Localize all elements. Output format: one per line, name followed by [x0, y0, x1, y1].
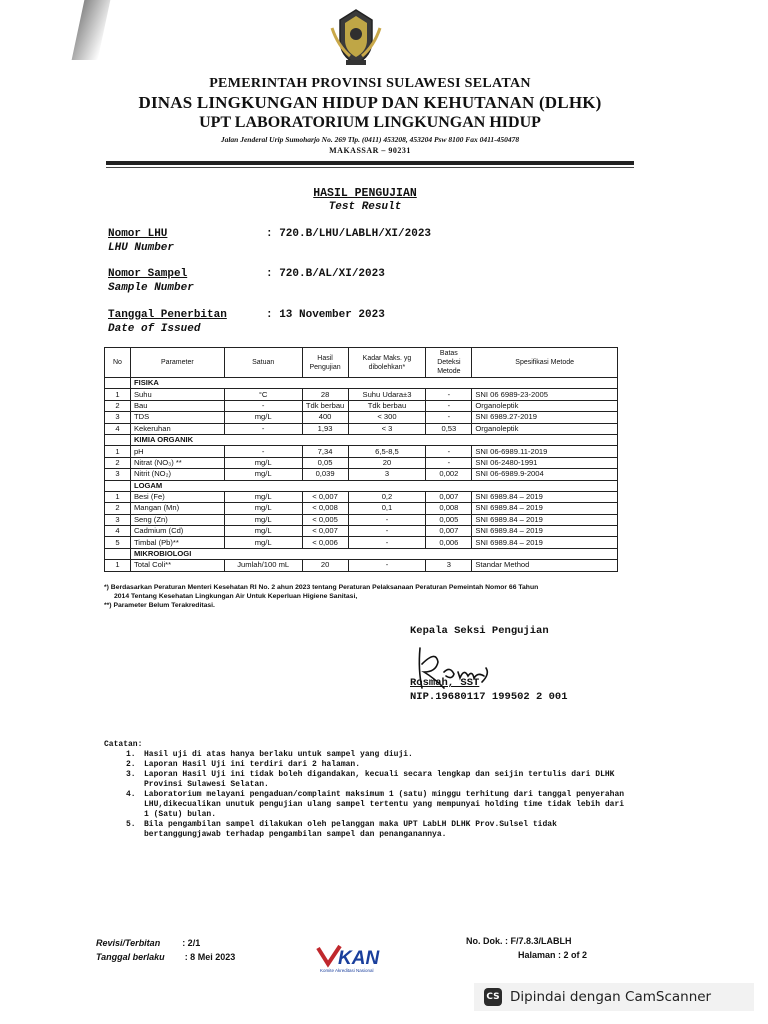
signature-role: Kepala Seksi Pengujian: [410, 625, 549, 637]
table-group-label: MIKROBIOLOGI: [130, 548, 617, 559]
table-cell: Cadmium (Cd): [130, 526, 224, 537]
catatan-item-text: Laporan Hasil Uji ini tidak boleh digandakan, kecuali secara lengkap dan seijin tertulis dari DLHK Provinsi Sulawesi Selatan.: [144, 770, 615, 789]
table-group-label: KIMIA ORGANIK: [130, 434, 617, 445]
table-cell: Organoleptik: [472, 423, 618, 434]
document-title: [300, 187, 430, 213]
table-cell: 1: [105, 491, 131, 502]
table-cell: Suhu: [130, 389, 224, 400]
catatan-item: [126, 790, 632, 820]
table-header-cell: Parameter: [130, 348, 224, 378]
letterhead-line-3: UPT LABORATORIUM LINGKUNGAN HIDUP: [199, 114, 541, 131]
handwritten-signature-icon: [410, 642, 500, 694]
table-cell: -: [224, 446, 302, 457]
table-row: [105, 526, 618, 537]
table-cell: 4: [105, 423, 131, 434]
table-group-row: [105, 378, 618, 389]
table-group-label: LOGAM: [130, 480, 617, 491]
signature-name: Rosmah, SST: [410, 677, 480, 689]
table-cell: -: [224, 400, 302, 411]
letterhead-address: Jalan Jenderal Urip Sumoharjo No. 269 Tlp. (0411) 453208, 453204 Psw 8100 Fax 0411-450478: [220, 135, 520, 144]
title-main: HASIL PENGUJIAN: [313, 187, 417, 200]
table-cell: < 0,005: [302, 514, 348, 525]
table-header-cell: Hasil Pengujian: [302, 348, 348, 378]
title-sub: Test Result: [328, 201, 402, 213]
table-row: [105, 446, 618, 457]
table-row: [105, 457, 618, 468]
table-row: [105, 537, 618, 548]
table-cell: TDS: [130, 412, 224, 423]
table-cell: [105, 434, 131, 445]
table-cell: mg/L: [224, 526, 302, 537]
table-cell: 3: [105, 514, 131, 525]
catatan-item-number: 4.: [126, 790, 136, 799]
table-cell: 0,002: [426, 469, 472, 480]
table-cell: 1: [105, 389, 131, 400]
table-row: [105, 491, 618, 502]
table-cell: -: [348, 514, 426, 525]
table-row: [105, 514, 618, 525]
table-cell: mg/L: [224, 514, 302, 525]
table-header-row: [105, 348, 618, 378]
table-cell: 1,93: [302, 423, 348, 434]
meta-lhu: [108, 228, 174, 254]
table-cell: SNI 6989.84 – 2019: [472, 537, 618, 548]
table-cell: mg/L: [224, 491, 302, 502]
province-emblem-icon: [328, 6, 384, 68]
table-header-cell: Batas Deteksi Metode: [426, 348, 472, 378]
table-cell: 28: [302, 389, 348, 400]
table-cell: 20: [302, 560, 348, 571]
table-cell: mg/L: [224, 469, 302, 480]
table-cell: 0,05: [302, 457, 348, 468]
table-cell: [105, 480, 131, 491]
table-cell: Tdk berbau: [302, 400, 348, 411]
letterhead-city: MAKASSAR – 90231: [329, 146, 411, 155]
table-cell: Mangan (Mn): [130, 503, 224, 514]
tanggal-berlaku-label: Tanggal berlaku: [96, 952, 165, 962]
table-cell: < 300: [348, 412, 426, 423]
catatan-item: [126, 820, 632, 840]
table-cell: 7,34: [302, 446, 348, 457]
table-cell: < 3: [348, 423, 426, 434]
meta-lhu-label: Nomor LHU: [108, 228, 168, 240]
table-cell: pH: [130, 446, 224, 457]
meta-tanggal-sub: Date of Issued: [108, 323, 201, 335]
page-number: Halaman : 2 of 2: [518, 950, 588, 960]
table-cell: 2: [105, 503, 131, 514]
table-cell: 3: [105, 469, 131, 480]
table-cell: SNI 6989.84 – 2019: [472, 491, 618, 502]
table-cell: -: [348, 537, 426, 548]
catatan-item-number: 5.: [126, 820, 136, 829]
table-cell: Seng (Zn): [130, 514, 224, 525]
table-cell: -: [426, 400, 472, 411]
table-cell: < 0,006: [302, 537, 348, 548]
table-footnotes: [104, 583, 624, 610]
letterhead: [100, 76, 640, 155]
table-cell: SNI 6989.84 – 2019: [472, 503, 618, 514]
catatan-list: [126, 750, 632, 840]
table-cell: 0,005: [426, 514, 472, 525]
table-cell: -: [348, 526, 426, 537]
scan-edge-shadow: [72, 0, 111, 60]
tanggal-berlaku-value: : 8 Mei 2023: [184, 952, 236, 962]
table-cell: Tdk berbau: [348, 400, 426, 411]
table-cell: 5: [105, 537, 131, 548]
table-cell: < 0,008: [302, 503, 348, 514]
table-cell: mg/L: [224, 503, 302, 514]
table-cell: 3: [105, 412, 131, 423]
catatan-item-text: Laboratorium melayani pengaduan/complaint maksimum 1 (satu) minggu terhitung dari tanggal penyerahan LHU,dikecualikan unutuk pengujian ulang sampel tertentu yang mempunyai holding time tidak lebih dari 1 (Satu) bulan.: [144, 790, 625, 819]
table-group-label: FISIKA: [130, 378, 617, 389]
signature-nip: NIP.19680117 199502 2 001: [410, 691, 568, 703]
table-header-cell: Kadar Maks. yg dibolehkan*: [348, 348, 426, 378]
table-cell: SNI 06-6989.9-2004: [472, 469, 618, 480]
footnote-1: *) Berdasarkan Peraturan Menteri Kesehatan RI No. 2 ahun 2023 tentang Peraturan Pelaksanaan Peraturan Pemeintah Nomor 66 Tahun: [104, 584, 539, 591]
results-table: [104, 347, 618, 572]
table-cell: Suhu Udara±3: [348, 389, 426, 400]
meta-lhu-value: : 720.B/LHU/LABLH/XI/2023: [266, 228, 432, 240]
table-cell: Jumlah/100 mL: [224, 560, 302, 571]
footnote-2: **) Parameter Belum Terakreditasi.: [104, 602, 215, 609]
table-cell: SNI 6989.27-2019: [472, 412, 618, 423]
letterhead-line-2: DINAS LINGKUNGAN HIDUP DAN KEHUTANAN (DLHK): [138, 93, 602, 112]
kan-accreditation-logo: [316, 944, 408, 974]
footer-document-info: [466, 934, 587, 962]
table-header-cell: Satuan: [224, 348, 302, 378]
table-cell: 0,2: [348, 491, 426, 502]
camscanner-watermark: [474, 983, 754, 1011]
letterhead-rule-thin: [106, 167, 634, 168]
table-group-row: [105, 434, 618, 445]
table-cell: 400: [302, 412, 348, 423]
meta-sampel-value: : 720.B/AL/XI/2023: [266, 268, 385, 280]
table-row: [105, 412, 618, 423]
meta-tanggal-label: Tanggal Penerbitan: [108, 309, 227, 321]
table-cell: 2: [105, 457, 131, 468]
table-cell: SNI 6989.84 – 2019: [472, 526, 618, 537]
revisi-label: Revisi/Terbitan: [96, 938, 161, 948]
table-cell: 1: [105, 446, 131, 457]
table-row: [105, 389, 618, 400]
table-cell: 6,5-8,5: [348, 446, 426, 457]
catatan-item: [126, 770, 632, 790]
meta-sampel: [108, 268, 194, 294]
table-cell: 0,007: [426, 491, 472, 502]
table-row: [105, 560, 618, 571]
catatan-label: Catatan:: [104, 740, 143, 749]
footnote-1-cont: 2014 Tentang Kesehatan Lingkungan Air Untuk Keperluan Higiene Sanitasi,: [114, 593, 358, 600]
footer-revision: [96, 936, 235, 964]
table-cell: 2: [105, 400, 131, 411]
table-cell: mg/L: [224, 412, 302, 423]
table-cell: 0,008: [426, 503, 472, 514]
table-cell: SNI 6989.84 – 2019: [472, 514, 618, 525]
catatan-item-text: Laporan Hasil Uji ini terdiri dari 2 halaman.: [144, 760, 361, 769]
table-cell: 0,53: [426, 423, 472, 434]
table-cell: mg/L: [224, 537, 302, 548]
table-cell: Nitrat (NO₃) **: [130, 457, 224, 468]
table-cell: 3: [348, 469, 426, 480]
table-cell: 0,039: [302, 469, 348, 480]
table-cell: Standar Method: [472, 560, 618, 571]
table-cell: Nitrit (NO₂): [130, 469, 224, 480]
table-cell: Total Coli**: [130, 560, 224, 571]
revisi-value: : 2/1: [182, 938, 201, 948]
table-cell: -: [426, 446, 472, 457]
table-cell: 3: [426, 560, 472, 571]
table-row: [105, 469, 618, 480]
table-cell: 0,1: [348, 503, 426, 514]
letterhead-line-1: PEMERINTAH PROVINSI SULAWESI SELATAN: [209, 76, 531, 91]
meta-sampel-label: Nomor Sampel: [108, 268, 188, 280]
table-cell: 0,006: [426, 537, 472, 548]
table-row: [105, 423, 618, 434]
table-row: [105, 503, 618, 514]
document-number: No. Dok. : F/7.8.3/LABLH: [466, 936, 572, 946]
table-group-row: [105, 548, 618, 559]
camscanner-text: Dipindai dengan CamScanner: [510, 989, 712, 1005]
table-header-cell: No: [105, 348, 131, 378]
meta-tanggal: [108, 309, 227, 335]
catatan-item-number: 1.: [126, 750, 136, 759]
table-cell: °C: [224, 389, 302, 400]
catatan-item-number: 2.: [126, 760, 136, 769]
table-cell: [105, 548, 131, 559]
catatan-item: [126, 750, 632, 760]
catatan-item-text: Hasil uji di atas hanya berlaku untuk sampel yang diuji.: [144, 750, 413, 759]
table-cell: 0,007: [426, 526, 472, 537]
catatan-item-text: Bila pengambilan sampel dilakukan oleh pelanggan maka UPT LabLH DLHK Prov.Sulsel tidak bertanggungjawab terhadap pengambilan sampel dan penanganannya.: [144, 820, 557, 839]
table-cell: Kekeruhan: [130, 423, 224, 434]
camscanner-logo-icon: CS: [484, 988, 502, 1006]
table-cell: SNI 06-6989.11-2019: [472, 446, 618, 457]
table-cell: [105, 378, 131, 389]
kan-logo-text: KAN: [338, 948, 380, 969]
meta-tanggal-value: : 13 November 2023: [266, 309, 385, 321]
table-cell: 1: [105, 560, 131, 571]
kan-logo-subtext: Komite Akreditasi Nasional: [320, 968, 374, 973]
catatan-item: [126, 760, 632, 770]
table-cell: Timbal (Pb)**: [130, 537, 224, 548]
meta-sampel-sub: Sample Number: [108, 282, 194, 294]
table-cell: -: [224, 423, 302, 434]
table-cell: SNI 06 6989-23-2005: [472, 389, 618, 400]
table-cell: < 0,007: [302, 491, 348, 502]
table-cell: Besi (Fe): [130, 491, 224, 502]
table-cell: -: [426, 389, 472, 400]
table-cell: < 0,007: [302, 526, 348, 537]
table-cell: SNI 06-2480-1991: [472, 457, 618, 468]
table-cell: -: [348, 560, 426, 571]
table-cell: -: [426, 412, 472, 423]
table-header-cell: Spesifikasi Metode: [472, 348, 618, 378]
table-cell: 20: [348, 457, 426, 468]
table-cell: Organoleptik: [472, 400, 618, 411]
table-row: [105, 400, 618, 411]
letterhead-rule-thick: [106, 161, 634, 165]
catatan-item-number: 3.: [126, 770, 136, 779]
table-cell: Bau: [130, 400, 224, 411]
table-cell: -: [426, 457, 472, 468]
table-cell: mg/L: [224, 457, 302, 468]
catatan-block: [104, 740, 632, 840]
table-group-row: [105, 480, 618, 491]
meta-lhu-sub: LHU Number: [108, 242, 175, 254]
table-cell: 4: [105, 526, 131, 537]
